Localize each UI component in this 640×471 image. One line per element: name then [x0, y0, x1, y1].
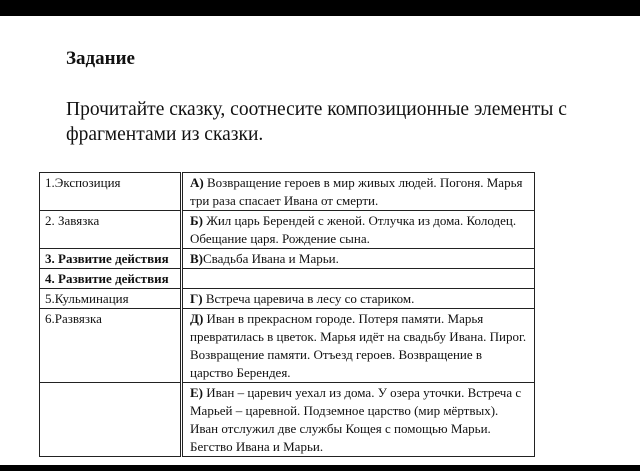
- story-fragment: [182, 211, 535, 249]
- story-fragment: [182, 309, 535, 383]
- story-fragment: [182, 383, 535, 457]
- table-row: [40, 249, 535, 269]
- fragment-letter: Б): [190, 213, 203, 228]
- table-row: [40, 289, 535, 309]
- fragment-text: Иван – царевич уехал из дома. У озера уточки. Встреча с Марьей – царевной. Подземное царство (мир мёртвых). Иван отслужил две службы Кощея с помощью Марьи. Бегство Ивана и Марьи.: [190, 385, 522, 454]
- fragment-text: Иван в прекрасном городе. Потеря памяти. Марья превратилась в цветок. Марья идёт на свадьбу Ивана. Пирог. Возвращение памяти. Отъезд героев. Возвращение в царство Берендея.: [190, 311, 527, 380]
- fragment-text: Жил царь Берендей с женой. Отлучка из дома. Колодец. Обещание царя. Рождение сына.: [190, 213, 517, 246]
- page-title: Задание: [66, 48, 135, 69]
- table-row: [40, 269, 535, 289]
- top-black-bar: [0, 0, 640, 16]
- story-fragment: [182, 173, 535, 211]
- composition-element: 6.Развязка: [40, 309, 182, 383]
- story-fragment: [182, 249, 535, 269]
- story-fragment: [182, 269, 535, 289]
- composition-element: 5.Кульминация: [40, 289, 182, 309]
- composition-element: 1.Экспозиция: [40, 173, 182, 211]
- fragment-letter: Е): [190, 385, 203, 400]
- matching-table: [39, 172, 535, 457]
- fragment-letter: В): [190, 251, 203, 266]
- composition-element: 3. Развитие действия: [40, 249, 182, 269]
- fragment-letter: Д): [190, 311, 204, 326]
- table-row: [40, 383, 535, 457]
- fragment-letter: А): [190, 175, 204, 190]
- task-instruction: Прочитайте сказку, соотнесите композиционные элементы с фрагментами из сказки.: [66, 99, 567, 145]
- table-row: [40, 211, 535, 249]
- fragment-text: Свадьба Ивана и Марьи.: [203, 251, 339, 266]
- composition-element: 4. Развитие действия: [40, 269, 182, 289]
- fragment-text: Встреча царевича в лесу со стариком.: [202, 291, 415, 306]
- table-row: [40, 309, 535, 383]
- composition-element: 2. Завязка: [40, 211, 182, 249]
- table-row: [40, 173, 535, 211]
- story-fragment: [182, 289, 535, 309]
- composition-element: [40, 383, 182, 457]
- fragment-letter: Г): [190, 291, 203, 306]
- bottom-black-bar: [0, 465, 640, 471]
- fragment-text: Возвращение героев в мир живых людей. Погоня. Марья три раза спасает Ивана от смерти.: [190, 175, 523, 208]
